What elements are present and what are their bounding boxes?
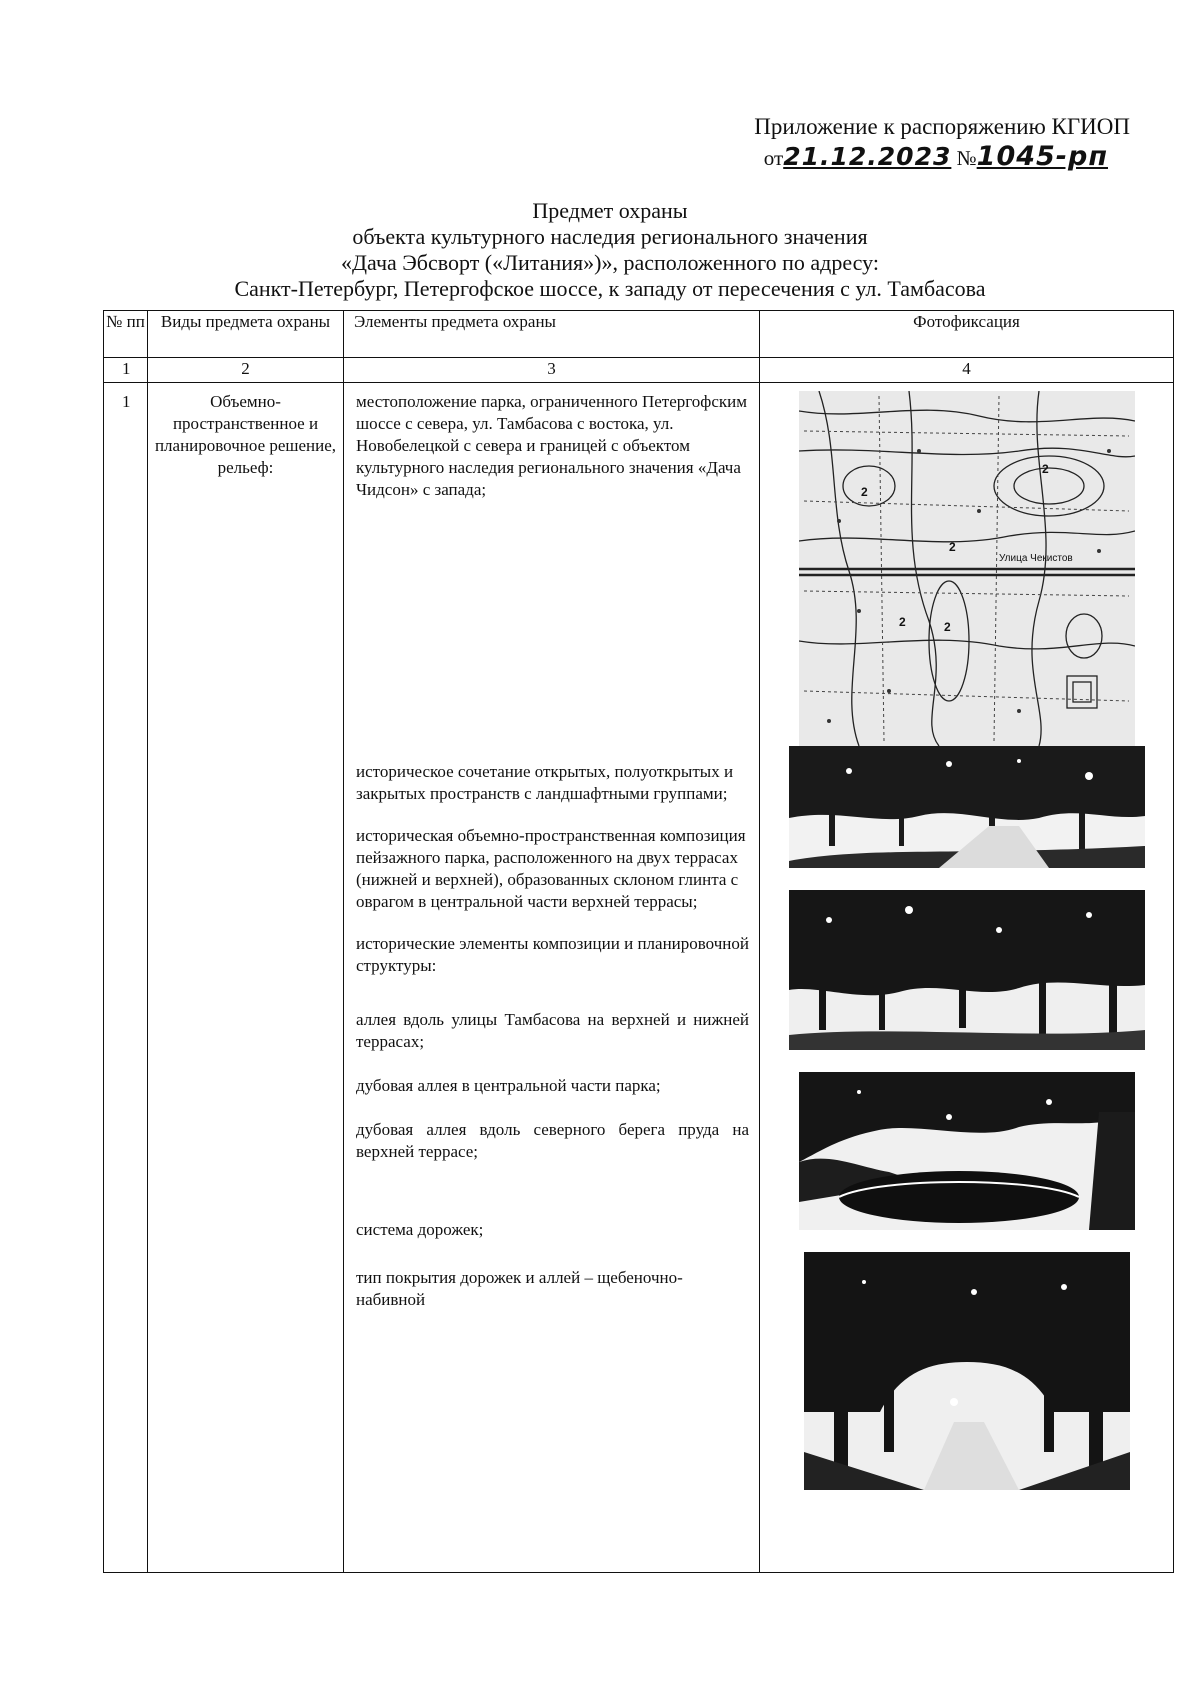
order-date: 21.12.2023 (783, 142, 952, 171)
element-structure: исторические элементы композиции и планировочной структуры: (356, 934, 749, 975)
protection-type: Объемно-пространственное и планировочное решение, рельеф: (154, 392, 337, 477)
row-number-cell (104, 383, 148, 1573)
order-number: 1045-рп (976, 141, 1108, 172)
heading-line-4: Санкт-Петербург, Петергофское шоссе, к западу от пересечения с ул. Тамбасова (234, 276, 986, 301)
col-number-3: 3 (344, 358, 760, 383)
map-label-4: 2 (943, 620, 951, 634)
document-heading (100, 198, 1120, 302)
element-spaces: историческое сочетание открытых, полуоткрытых и закрытых пространств с ландшафтными группами; (356, 762, 734, 803)
park-alley-photo (804, 1252, 1130, 1490)
park-photo-1 (789, 746, 1145, 868)
number-label: № (956, 146, 977, 170)
element-composition: историческая объемно-пространственная композиция пейзажного парка, расположенного на двух террасах (нижней и верхней), образованных склоном глинта с оврагом в центральной части верхней террасы; (356, 826, 746, 911)
map-label-2: 2 (860, 485, 868, 499)
heading-line-1: Предмет охраны (532, 198, 688, 223)
elements-cell (344, 383, 760, 1573)
map-label-3: 2 (948, 540, 956, 554)
table-header-row (104, 311, 1174, 358)
element-oak-alley-pond: дубовая аллея вдоль северного берега пруда на верхней террасе; (356, 1120, 749, 1161)
heading-line-3: «Дача Эбсворт («Литания»)», расположенного по адресу: (341, 250, 879, 275)
appendix-title: Приложение к распоряжению КГИОП (754, 114, 1130, 139)
col-header-num: № пп (104, 311, 148, 358)
element-location: местоположение парка, ограниченного Петергофским шоссе с севера, ул. Тамбасова с востока, ул. Новобелецкой с севера и границей с объектом культурного наследия регионального значения «Дача Чидсон» с запада; (356, 392, 747, 499)
park-map-image (799, 391, 1135, 746)
col-number-1: 1 (104, 358, 148, 383)
col-header-photo: Фотофиксация (760, 311, 1174, 358)
ot-label: от (763, 146, 784, 170)
table-row (104, 383, 1174, 1573)
col-header-elements: Элементы предмета охраны (344, 311, 760, 358)
park-photo-2 (789, 890, 1145, 1050)
appendix-header (600, 112, 1130, 173)
heading-line-2: объекта культурного наследия регионального значения (352, 224, 868, 249)
order-line (600, 142, 1130, 173)
element-path-surface: тип покрытия дорожек и аллей – щебеночно-набивной (356, 1268, 683, 1309)
col-number-2: 2 (148, 358, 344, 383)
col-header-type: Виды предмета охраны (148, 311, 344, 358)
protection-type-cell (148, 383, 344, 1573)
map-street-label: Улица Чекистов (998, 553, 1073, 564)
element-alley-tambasova: аллея вдоль улицы Тамбасова на верхней и нижней террасах; (356, 1010, 749, 1051)
park-pond-photo (799, 1072, 1135, 1230)
protection-table (103, 310, 1174, 1573)
photo-cell (760, 383, 1174, 1573)
row-number: 1 (122, 392, 131, 411)
map-label-5: 2 (898, 615, 906, 629)
col-number-4: 4 (760, 358, 1174, 383)
element-oak-alley-center: дубовая аллея в центральной части парка; (356, 1076, 661, 1095)
map-label-1: 2 (1041, 462, 1049, 476)
element-paths: система дорожек; (356, 1220, 484, 1239)
column-number-row (104, 358, 1174, 383)
